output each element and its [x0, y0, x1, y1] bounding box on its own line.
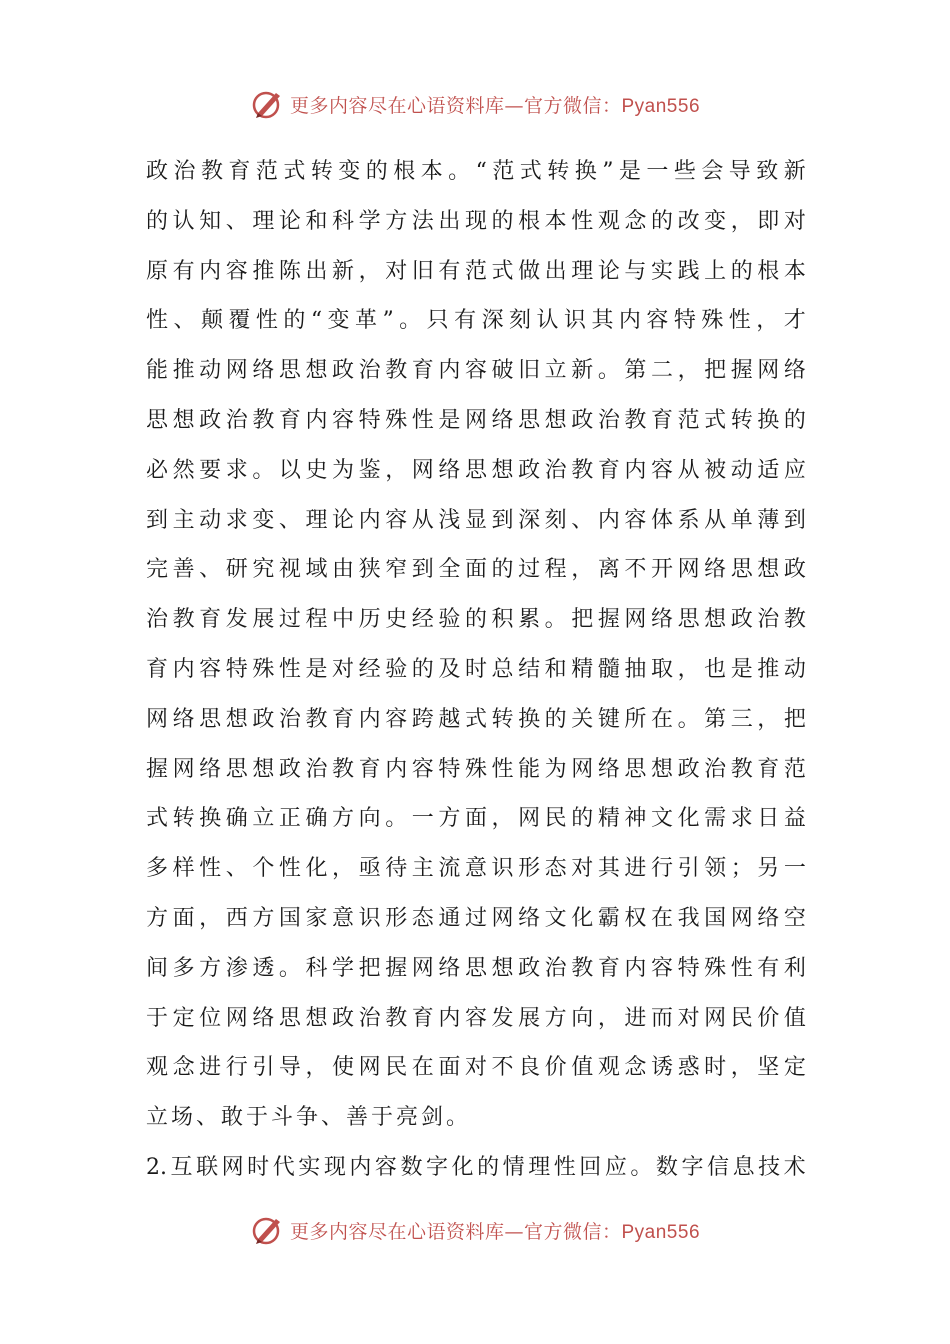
text-line: 治 教 育 发 展 过 程 中 历 史 经 验 的 积 累 。 把 握 网 络 思 想 政 治 教 — [146, 607, 806, 633]
text-line: 原 有 内 容 推 陈 出 新 ， 对 旧 有 范 式 做 出 理 论 与 实 践 上 的 根 本 — [146, 258, 806, 284]
footer-wechat-id: Pyan556 — [621, 1221, 701, 1243]
paragraph-end-line: 立场、敢于斗争、善于亮剑。 — [146, 1105, 472, 1131]
text-line: 到 主 动 求 变 、 理 论 内 容 从 浅 显 到 深 刻 、 内 容 体 系 从 单 薄 到 — [146, 507, 806, 533]
header-wechat-id: Pyan556 — [621, 95, 701, 117]
text-line: 政 治 教 育 范 式 转 变 的 根 本 。 “ 范 式 转 换 ” 是 一 些 会 导 致 新 — [146, 159, 806, 184]
section-heading-line: 2. 互 联 网 时 代 实 现 内 容 数 字 化 的 情 理 性 回 应 。 数 字 信 息 技 术 — [146, 1154, 806, 1180]
text-line: 观 念 进 行 引 导 ， 使 网 民 在 面 对 不 良 价 值 观 念 诱 惑 时 ， 坚 定 — [146, 1055, 806, 1081]
text-line: 于 定 位 网 络 思 想 政 治 教 育 内 容 发 展 方 向 ， 进 而 对 网 民 价 值 — [146, 1005, 806, 1031]
header-banner — [0, 84, 950, 124]
text-line: 网 络 思 想 政 治 教 育 内 容 跨 越 式 转 换 的 关 键 所 在 。 第 三 ， 把 — [146, 706, 806, 732]
pen-logo-icon — [250, 87, 284, 121]
text-line: 的 认 知 、 理 论 和 科 学 方 法 出 现 的 根 本 性 观 念 的 改 变 ， 即 对 — [146, 208, 806, 234]
text-line: 握 网 络 思 想 政 治 教 育 内 容 特 殊 性 能 为 网 络 思 想 政 治 教 育 范 — [146, 756, 806, 782]
text-line: 必 然 要 求 。 以 史 为 鉴 ， 网 络 思 想 政 治 教 育 内 容 从 被 动 适 应 — [146, 457, 806, 483]
footer-banner-text: 更多内容尽在心语资料库—官方微信：Pyan556 — [289, 1220, 701, 1243]
header-banner-text: 更多内容尽在心语资料库—官方微信：Pyan556 — [289, 94, 701, 117]
text-line: 式 转 换 确 立 正 确 方 向 。 一 方 面 ， 网 民 的 精 神 文 化 需 求 日 益 — [146, 806, 806, 832]
text-line: 育 内 容 特 殊 性 是 对 经 验 的 及 时 总 结 和 精 髓 抽 取 ， 也 是 推 动 — [146, 656, 806, 682]
footer-banner — [0, 1210, 950, 1250]
text-line: 能 推 动 网 络 思 想 政 治 教 育 内 容 破 旧 立 新 。 第 二 ， 把 握 网 络 — [146, 358, 806, 384]
text-line: 思 想 政 治 教 育 内 容 特 殊 性 是 网 络 思 想 政 治 教 育 范 式 转 换 的 — [146, 407, 806, 433]
text-line: 间 多 方 渗 透 。 科 学 把 握 网 络 思 想 政 治 教 育 内 容 特 殊 性 有 利 — [146, 955, 806, 981]
document-body — [146, 147, 806, 1193]
text-line: 性 、 颠 覆 性 的 “ 变 革 ” 。 只 有 深 刻 认 识 其 内 容 特 殊 性 ， 才 — [146, 308, 806, 334]
text-line: 多 样 性 、 个 性 化 ， 亟 待 主 流 意 识 形 态 对 其 进 行 引 领 ； 另 一 — [146, 856, 806, 882]
pen-logo-icon — [250, 1213, 284, 1247]
text-line: 完 善 、 研 究 视 域 由 狭 窄 到 全 面 的 过 程 ， 离 不 开 网 络 思 想 政 — [146, 557, 806, 583]
text-line: 方 面 ， 西 方 国 家 意 识 形 态 通 过 网 络 文 化 霸 权 在 我 国 网 络 空 — [146, 905, 806, 931]
